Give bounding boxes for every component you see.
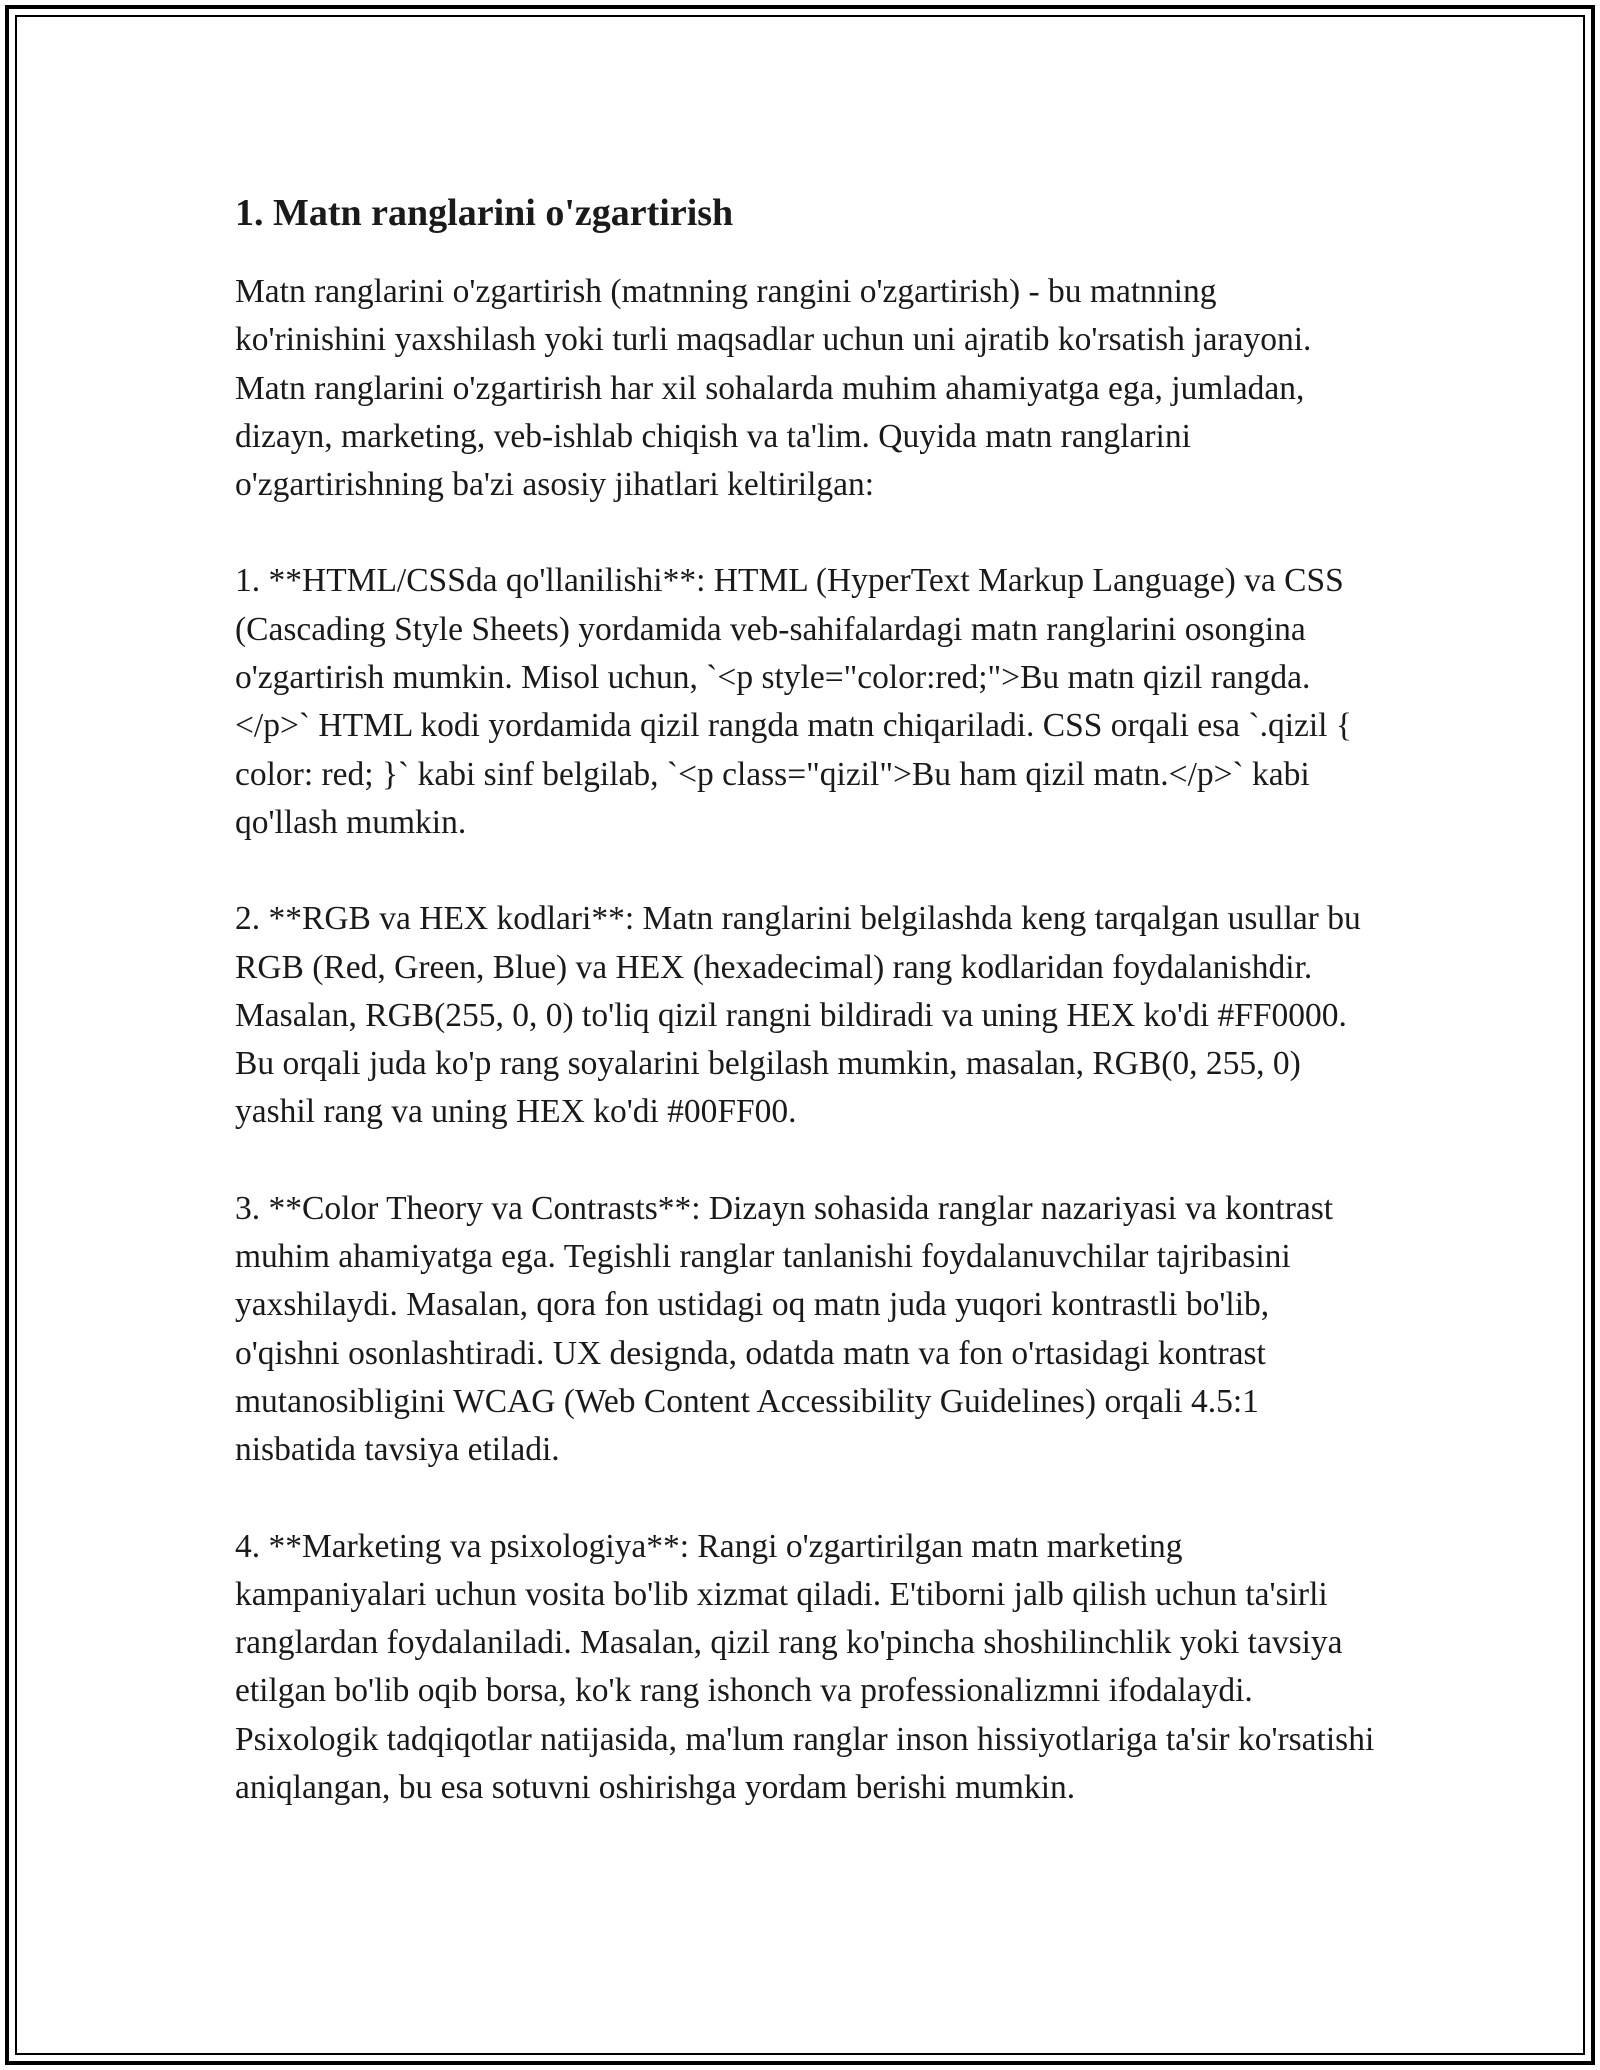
section-color-theory-paragraph: 3. **Color Theory va Contrasts**: Dizayn sohasida ranglar nazariyasi va kontrast muhim ahamiyatga ega. Tegishli ranglar tanlanishi foydalanuvchilar tajribasini yaxshilaydi. Masalan, qora fon ustidagi oq matn juda yuqori kontrastli bo'lib, o'qishni osonlashtiradi. UX designda, odatda matn va fon o'rtasidagi kontrast mutanosibligini WCAG (Web Content Accessibility Guidelines) orqali 4.5:1 nisbatida tavsiya etiladi. bbox=[235, 1189, 1334, 1469]
document-body bbox=[235, 188, 1375, 1860]
section-html-css-paragraph: 1. **HTML/CSSda qo'llanilishi**: HTML (HyperText Markup Language) va CSS (Cascading Style Sheets) yordamida veb-sahifalardagi matn ranglarini osongina o'zgartirish mumkin. Misol uchun, `<p style="color:red;">Bu matn qizil rangda.</p>` HTML kodi yordamida qizil rangda matn chiqariladi. CSS orqali esa `.qizil { color: red; }` kabi sinf belgilab, `<p class="qizil">Bu ham qizil matn.</p>` kabi qo'llash mumkin. bbox=[235, 562, 1352, 841]
section-marketing-paragraph: 4. **Marketing va psixologiya**: Rangi o'zgartirilgan matn marketing kampaniyalari uchun vosita bo'lib xizmat qiladi. E'tiborni jalb qilish uchun ta'sirli ranglardan foydalaniladi. Masalan, qizil rang ko'pincha shoshilinchlik yoki tavsiya etilgan bo'lib oqib borsa, ko'k rang ishonch va professionalizmni ifodalaydi. Psixologik tadqiqotlar natijasida, ma'lum ranglar inson hissiyotlariga ta'sir ko'rsatishi aniqlangan, bu esa sotuvni oshirishga yordam berishi mumkin. bbox=[235, 1527, 1375, 1807]
document-title: 1. Matn ranglarini o'zgartirish bbox=[235, 192, 734, 234]
intro-paragraph: Matn ranglarini o'zgartirish (matnning rangini o'zgartirish) - bu matnning ko'rinishini yaxshilash yoki turli maqsadlar uchun uni ajratib ko'rsatish jarayoni. Matn ranglarini o'zgartirish har xil sohalarda muhim ahamiyatga ega, jumladan, dizayn, marketing, veb-ishlab chiqish va ta'lim. Quyida matn ranglarini o'zgartirishning ba'zi asosiy jihatlari keltirilgan: bbox=[235, 273, 1312, 504]
section-rgb-hex-paragraph: 2. **RGB va HEX kodlari**: Matn ranglarini belgilashda keng tarqalgan usullar bu RGB (Red, Green, Blue) va HEX (hexadecimal) rang kodlaridan foydalanishdir. Masalan, RGB(255, 0, 0) to'liq qizil rangni bildiradi va uning HEX ko'di #FF0000. Bu orqali juda ko'p rang soyalarini belgilash mumkin, masalan, RGB(0, 255, 0) yashil rang va uning HEX ko'di #00FF00. bbox=[235, 900, 1361, 1131]
